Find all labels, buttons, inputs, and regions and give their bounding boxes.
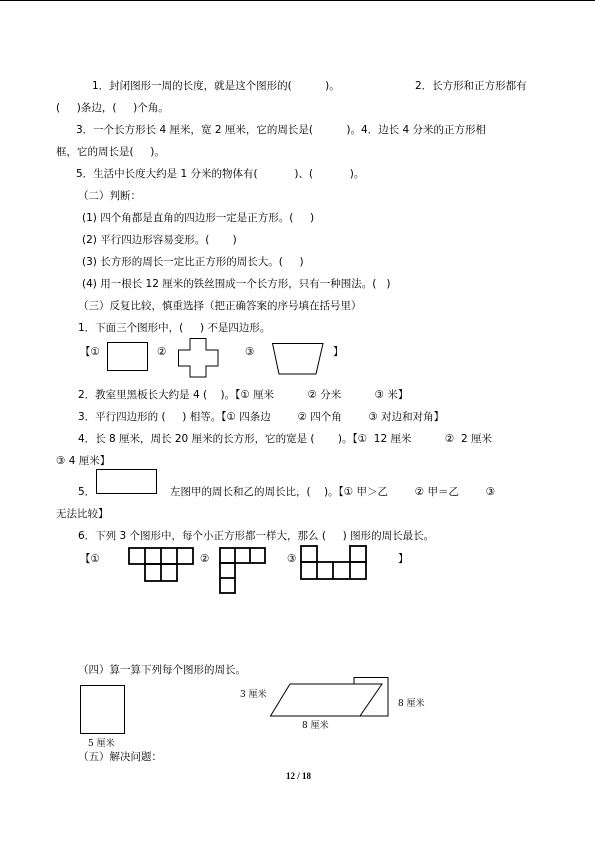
choice-1-option-2: ②	[157, 346, 167, 358]
label-5cm: 5 厘米	[88, 739, 115, 749]
page-top-border	[0, 0, 595, 1]
question-1: 1．封闭图形一周的长度，就是这个图形的( )。	[92, 80, 340, 92]
choice-3: 3．平行四边形的 ( ) 相等。【① 四条边 ② 四个角 ③ 对边和对角】	[78, 411, 445, 423]
label-8cm-bottom: 8 厘米	[302, 721, 329, 731]
figure-squares-2	[219, 547, 269, 597]
choice-1: 1．下面三个图形中，( ) 不是四边形。	[78, 322, 271, 334]
section-solve-title: （五）解决问题：	[78, 751, 162, 763]
choice-5: 左图甲的周长和乙的周长比，( )。【① 甲＞乙 ② 甲＝乙 ③	[170, 486, 496, 498]
choice-6-option-2: ②	[200, 553, 210, 565]
judge-item-3: (3) 长方形的周长一定比正方形的周长大。( )	[82, 256, 304, 268]
figure-jia-yi-rectangle	[96, 469, 158, 495]
page-number: 12 / 18	[286, 771, 312, 781]
choice-1-bracket-open: 【①	[80, 346, 100, 358]
label-3cm: 3 厘米	[240, 690, 267, 700]
question-3: 3．一个长方形长 4 厘米，宽 2 厘米，它的周长是( )。4．边长 4 分米的正方形相	[76, 124, 486, 136]
choice-4: 4．长 8 厘米，周长 20 厘米的长方形，它的宽是 ( )。【① 12 厘米 ② 2 厘米	[78, 433, 492, 445]
figure-parallelogram-rectangle	[270, 677, 410, 719]
question-2-start: 2．长方形和正方形都有	[415, 80, 527, 92]
label-8cm-right: 8 厘米	[398, 699, 425, 709]
figure-square-5cm	[80, 685, 126, 735]
choice-5-end: 无法比较】	[56, 508, 109, 520]
choice-1-option-3: ③	[245, 346, 255, 358]
choice-2: 2．教室里黑板长大约是 4 ( )。【① 厘米 ② 分米 ③ 米】	[78, 389, 409, 401]
question-5: 5．生活中长度大约是 1 分米的物体有( )、( )。	[76, 168, 365, 180]
question-2-end: ( )条边，( )个角。	[56, 102, 169, 114]
section-choice-title: （三）反复比较，慎重选择（把正确答案的序号填在括号里）	[78, 300, 362, 312]
figure-trapezoid	[272, 343, 324, 375]
choice-6-bracket-close: 】	[398, 553, 409, 565]
judge-item-2: (2) 平行四边形容易变形。( )	[82, 234, 237, 246]
section-judge-title: （二）判断：	[78, 190, 141, 202]
figure-squares-3	[300, 545, 372, 585]
figure-rectangle	[107, 342, 149, 372]
figure-cross	[178, 338, 220, 378]
choice-6-bracket-open: 【①	[80, 553, 100, 565]
choice-4-end: ③ 4 厘米】	[56, 455, 111, 467]
judge-item-1: (1) 四个角都是直角的四边形一定是正方形。( )	[82, 212, 315, 224]
figure-squares-1	[128, 547, 198, 587]
question-4-end: 框，它的周长是( )。	[56, 146, 165, 158]
choice-1-bracket-close: 】	[333, 346, 344, 358]
judge-item-4: (4) 用一根长 12 厘米的铁丝围成一个长方形，只有一种围法。( )	[82, 278, 391, 290]
choice-6-option-3: ③	[287, 553, 297, 565]
choice-6: 6．下列 3 个图形中，每个小正方形都一样大，那么 ( ) 图形的周长最长。	[78, 530, 435, 542]
section-calc-title: （四）算一算下列每个图形的周长。	[78, 664, 246, 676]
choice-5-number: 5．	[78, 486, 96, 498]
